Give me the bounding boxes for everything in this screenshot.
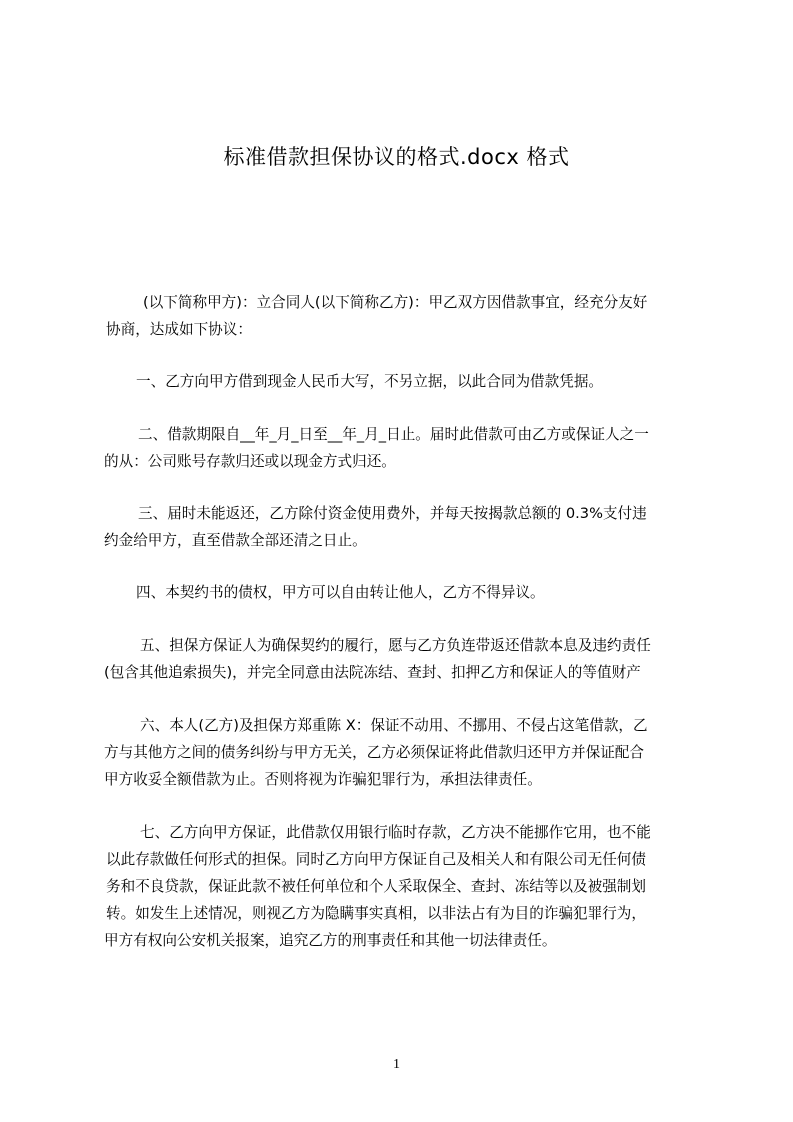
clause-6-line-3: 甲方收妥全额借款为止。否则将视为诈骗犯罪行为，承担法律责任。: [104, 771, 542, 788]
clause-7-line-5: 甲方有权向公安机关报案，追究乙方的刑事责任和其他一切法律责任。: [104, 932, 557, 949]
clause-7-line-1: 七、乙方向甲方保证，此借款仅用银行临时存款，乙方决不能挪作它用，也不能: [140, 824, 651, 841]
clause-6-line-2: 方与其他方之间的债务纠纷与甲方无关，乙方必须保证将此借款归还甲方并保证配合: [104, 744, 644, 761]
clause-3-line-1: 三、届时未能返还，乙方除付资金使用费外，并每天按揭款总额的 0.3%支付违: [138, 505, 647, 522]
clause-7-line-2: 以此存款做任何形式的担保。同时乙方向甲方保证自己及相关人和有限公司无任何债: [106, 851, 646, 868]
clause-2-line-2: 的从：公司账号存款归还或以现金方式归还。: [104, 453, 396, 470]
document-title: 标准借款担保协议的格式.docx 格式: [223, 145, 570, 169]
intro-line-2: 协商，达成如下协议：: [106, 321, 252, 338]
intro-line-1: (以下简称甲方)：立合同人(以下简称乙方)：甲乙双方因借款事宜，经充分友好: [143, 294, 648, 311]
clause-7-line-3: 务和不良贷款，保证此款不被任何单位和个人采取保全、查封、冻结等以及被强制划: [106, 878, 646, 895]
clause-1-line-1: 一、乙方向甲方借到现金人民币大写，不另立据，以此合同为借款凭据。: [136, 373, 604, 390]
clause-4-line-1: 四、本契约书的债权，甲方可以自由转让他人，乙方不得异议。: [136, 584, 545, 601]
clause-2-line-1: 二、借款期限自__年_月_日至__年_月_日止。届时此借款可由乙方或保证人之一: [138, 426, 649, 443]
page-number: 1: [393, 1057, 400, 1072]
clause-5-line-1: 五、担保方保证人为确保契约的履行，愿与乙方负连带返还借款本息及违约责任: [140, 637, 651, 654]
clause-7-line-4: 转。如发生上述情况，则视乙方为隐瞒事实真相，以非法占有为目的诈骗犯罪行为，: [106, 905, 646, 922]
clause-5-line-2: (包含其他追索损失)，并完全同意由法院冻结、查封、扣押乙方和保证人的等值财产: [104, 664, 641, 681]
clause-6-line-1: 六、本人(乙方)及担保方郑重陈 X：保证不动用、不挪用、不侵占这笔借款，乙: [140, 717, 648, 734]
clause-3-line-2: 约金给甲方，直至借款全部还清之日止。: [104, 532, 367, 549]
